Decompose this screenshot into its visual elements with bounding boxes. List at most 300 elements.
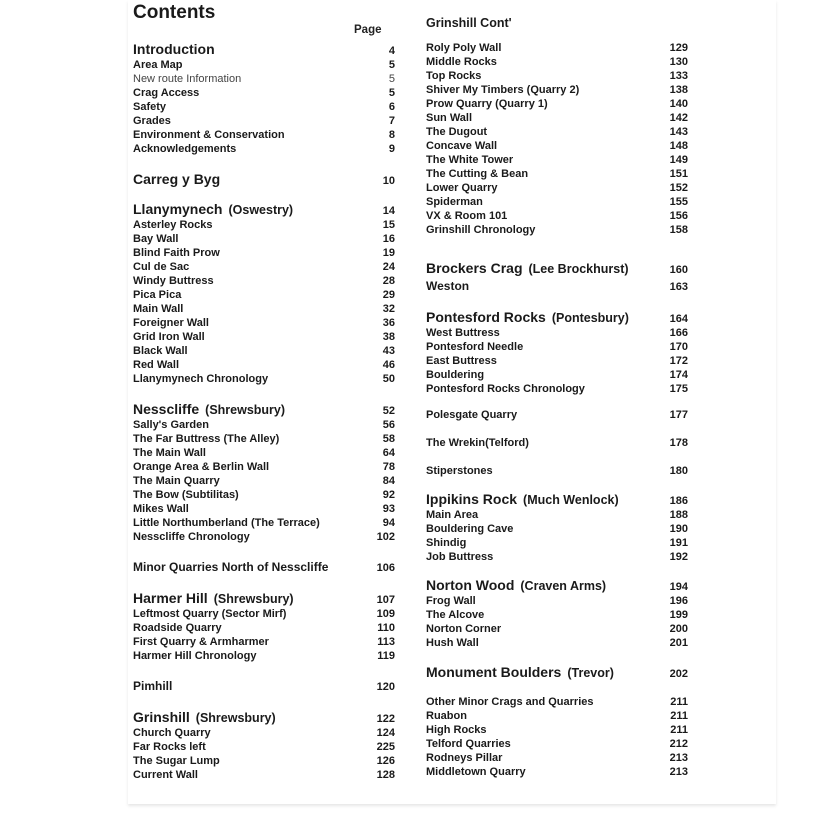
toc-entry[interactable] <box>426 195 688 209</box>
entry-title <box>133 502 189 516</box>
entry-name: Pontesford Rocks Chronology <box>426 383 585 395</box>
section-heading[interactable] <box>426 576 688 594</box>
toc-section <box>426 41 688 237</box>
page-number: 5 <box>388 73 395 85</box>
entry-name: Frog Wall <box>426 595 476 607</box>
entry-name: Mikes Wall <box>133 503 189 515</box>
toc-entry[interactable] <box>133 768 395 782</box>
toc-entry[interactable] <box>426 97 688 111</box>
entry-name: Stiperstones <box>426 465 493 477</box>
section-heading[interactable] <box>133 558 395 576</box>
entry-name: Concave Wall <box>426 140 498 152</box>
entry-name: Shindig <box>426 537 467 549</box>
page-number: 124 <box>376 727 395 739</box>
toc-entry[interactable] <box>133 432 395 446</box>
entry-name: Main Area <box>426 509 479 521</box>
toc-section <box>133 200 395 386</box>
page-number: 196 <box>669 595 688 607</box>
entry-title <box>426 111 472 125</box>
entry-title <box>133 372 268 386</box>
entry-title <box>426 695 593 709</box>
page-number: 122 <box>376 713 395 725</box>
toc-entry[interactable] <box>426 622 688 636</box>
page-number: 175 <box>669 383 688 395</box>
toc-entry[interactable] <box>426 111 688 125</box>
section-title <box>426 259 629 278</box>
entry-name: Hush Wall <box>426 637 479 649</box>
entry-name: The Alcove <box>426 609 485 621</box>
page-number: 102 <box>376 531 395 543</box>
toc-entry[interactable] <box>426 508 688 522</box>
section-heading[interactable] <box>426 408 688 422</box>
toc-entry[interactable] <box>426 368 688 382</box>
toc-entry[interactable] <box>426 326 688 340</box>
entry-name: The Main Quarry <box>133 475 220 487</box>
toc-entry[interactable] <box>133 246 395 260</box>
page-number: 5 <box>388 87 395 99</box>
entry-name: Church Quarry <box>133 727 211 739</box>
entry-title <box>426 636 479 650</box>
toc-entry[interactable] <box>426 536 688 550</box>
toc-entry[interactable] <box>133 607 395 621</box>
entry-name: Norton Wood <box>426 577 515 593</box>
entry-title <box>133 358 179 372</box>
right-column-body <box>426 41 688 779</box>
entry-name: The Sugar Lump <box>133 755 220 767</box>
section-title <box>133 400 285 419</box>
toc-entry[interactable] <box>133 232 395 246</box>
entry-name: Blind Faith Prow <box>133 247 220 259</box>
entry-title <box>133 432 279 446</box>
page-number: 126 <box>376 755 395 767</box>
entry-name: Far Rocks left <box>133 741 206 753</box>
entry-name: Roly Poly Wall <box>426 42 502 54</box>
toc-entry[interactable] <box>426 608 688 622</box>
entry-title <box>133 316 209 330</box>
page-number: 78 <box>382 461 395 473</box>
page-number: 113 <box>377 636 395 648</box>
entry-title <box>133 114 171 128</box>
entry-title <box>426 223 535 237</box>
page-number: 158 <box>669 224 688 236</box>
entry-name: Acknowledgements <box>133 143 237 155</box>
entry-title <box>426 340 523 354</box>
page-number: 133 <box>669 70 688 82</box>
section-heading[interactable] <box>426 308 688 326</box>
entry-name: VX & Room 101 <box>426 210 508 222</box>
page-number: 84 <box>382 475 395 487</box>
toc-entry[interactable] <box>426 139 688 153</box>
toc-section <box>426 695 688 779</box>
toc-entry[interactable] <box>133 621 395 635</box>
entry-title <box>426 608 484 622</box>
entry-name: Pontesford Rocks <box>426 309 546 325</box>
toc-entry[interactable] <box>133 754 395 768</box>
entry-name: Safety <box>133 101 167 113</box>
toc-entry[interactable] <box>133 260 395 274</box>
toc-entry[interactable] <box>133 649 395 663</box>
entry-name: Norton Corner <box>426 623 502 635</box>
entry-title <box>133 218 213 232</box>
toc-entry[interactable] <box>426 340 688 354</box>
entry-name: Top Rocks <box>426 70 482 82</box>
toc-entry[interactable] <box>426 751 688 765</box>
toc-entry[interactable] <box>133 516 395 530</box>
toc-entry[interactable] <box>133 128 395 142</box>
entry-name: Asterley Rocks <box>133 219 213 231</box>
page-number: 156 <box>669 210 688 222</box>
page-number: 107 <box>376 594 395 606</box>
toc-section <box>133 400 395 544</box>
page-number: 24 <box>382 261 395 273</box>
toc-entry[interactable] <box>426 765 688 779</box>
toc-section <box>426 408 688 422</box>
continuation-header: Grinshill Cont' <box>426 16 512 30</box>
page-number: 191 <box>669 537 688 549</box>
entry-title <box>133 516 320 530</box>
page-number: 186 <box>669 495 688 507</box>
toc-section <box>426 464 688 478</box>
section-title <box>133 677 172 695</box>
entry-name: Middletown Quarry <box>426 766 526 778</box>
entry-name: Grid Iron Wall <box>133 331 205 343</box>
entry-name: Bouldering Cave <box>426 523 514 535</box>
toc-entry[interactable] <box>133 344 395 358</box>
toc-entry[interactable] <box>426 723 688 737</box>
page-number: 58 <box>382 433 395 445</box>
toc-entry[interactable] <box>133 446 395 460</box>
section-location: (Craven Arms) <box>520 579 607 593</box>
toc-entry[interactable] <box>133 316 395 330</box>
entry-name: The White Tower <box>426 154 514 166</box>
entry-title <box>133 58 183 72</box>
toc-entry[interactable] <box>133 100 395 114</box>
entry-title <box>133 142 236 156</box>
entry-title <box>426 97 548 111</box>
entry-name: Nesscliffe Chronology <box>133 531 250 543</box>
toc-entry[interactable] <box>133 218 395 232</box>
toc-entry[interactable] <box>426 636 688 650</box>
page-number: 142 <box>669 112 688 124</box>
page-number: 128 <box>376 769 395 781</box>
entry-title <box>133 635 269 649</box>
toc-entry[interactable] <box>133 72 395 86</box>
toc-entry[interactable] <box>426 223 688 237</box>
toc-section <box>133 170 395 188</box>
entry-title <box>426 536 466 550</box>
entry-name: The Dugout <box>426 126 488 138</box>
entry-name: Red Wall <box>133 359 180 371</box>
entry-title <box>426 622 501 636</box>
entry-title <box>133 621 222 635</box>
page-number: 225 <box>376 741 395 753</box>
entry-name: Bay Wall <box>133 233 179 245</box>
toc-section <box>426 490 688 564</box>
entry-title <box>426 508 478 522</box>
page-number: 94 <box>382 517 395 529</box>
toc-entry[interactable] <box>133 302 395 316</box>
page-number: 28 <box>382 275 395 287</box>
section-location: (Shrewsbury) <box>205 403 286 417</box>
entry-name: First Quarry & Armharmer <box>133 636 269 648</box>
page-title: Contents <box>133 2 216 23</box>
toc-entry[interactable] <box>133 274 395 288</box>
toc-section <box>426 576 688 650</box>
toc-entry[interactable] <box>133 530 395 544</box>
toc-entry[interactable] <box>133 502 395 516</box>
page-number: 10 <box>382 175 395 187</box>
entry-title <box>426 55 497 69</box>
section-heading[interactable] <box>426 259 688 277</box>
section-title <box>426 436 529 450</box>
entry-name: Ruabon <box>426 710 467 722</box>
page-number: 164 <box>669 313 688 325</box>
entry-name: Job Buttress <box>426 551 494 563</box>
entry-title <box>133 344 188 358</box>
entry-title <box>133 274 214 288</box>
toc-entry[interactable] <box>133 58 395 72</box>
toc-section <box>133 708 395 782</box>
toc-entry[interactable] <box>426 69 688 83</box>
entry-title <box>426 277 469 295</box>
toc-entry[interactable] <box>133 474 395 488</box>
page-number: 110 <box>377 622 395 634</box>
page-number: 174 <box>669 369 688 381</box>
toc-entry[interactable] <box>133 740 395 754</box>
toc-entry[interactable] <box>426 695 688 709</box>
entry-title <box>133 488 239 502</box>
toc-entry[interactable] <box>426 354 688 368</box>
entry-name: Rodneys Pillar <box>426 752 503 764</box>
toc-entry[interactable] <box>133 372 395 386</box>
section-heading[interactable] <box>133 400 395 418</box>
page-number: 200 <box>669 623 688 635</box>
entry-name: Middle Rocks <box>426 56 497 68</box>
page-number: 211 <box>670 696 688 708</box>
toc-section <box>426 308 688 396</box>
section-heading[interactable] <box>133 170 395 188</box>
entry-name: The Bow (Subtilitas) <box>133 489 239 501</box>
page-number: 52 <box>382 405 395 417</box>
entry-name: Sally's Garden <box>133 419 209 431</box>
entry-title <box>426 326 500 340</box>
section-title <box>133 558 328 576</box>
toc-entry[interactable] <box>133 288 395 302</box>
page-number: 109 <box>376 608 395 620</box>
entry-name: The Far Buttress (The Alley) <box>133 433 280 445</box>
page-column-header: Page <box>354 24 382 36</box>
toc-entry[interactable] <box>426 550 688 564</box>
page-number: 151 <box>669 168 688 180</box>
toc-entry[interactable] <box>133 330 395 344</box>
entry-name: Crag Access <box>133 87 200 99</box>
toc-entry[interactable] <box>426 125 688 139</box>
entry-name: Environment & Conservation <box>133 129 285 141</box>
page-number: 160 <box>669 264 688 276</box>
page-number: 64 <box>382 447 395 459</box>
entry-name: East Buttress <box>426 355 497 367</box>
entry-title <box>133 460 269 474</box>
toc-entry[interactable] <box>426 41 688 55</box>
entry-title <box>133 768 198 782</box>
page-number: 199 <box>669 609 688 621</box>
entry-title <box>426 723 487 737</box>
section-heading[interactable] <box>133 200 395 218</box>
toc-entry[interactable] <box>426 167 688 181</box>
entry-title <box>426 751 502 765</box>
section-location: (Shrewsbury) <box>195 711 276 725</box>
page-number: 213 <box>669 752 688 764</box>
entry-name: Pica Pica <box>133 289 182 301</box>
entry-title <box>133 740 206 754</box>
entry-title <box>426 709 467 723</box>
page-number: 166 <box>669 327 688 339</box>
section-title <box>426 464 493 478</box>
entry-name: Black Wall <box>133 345 188 357</box>
toc-entry[interactable] <box>426 277 688 295</box>
section-heading[interactable] <box>133 708 395 726</box>
toc-entry[interactable] <box>133 86 395 100</box>
page-number: 149 <box>669 154 688 166</box>
toc-entry[interactable] <box>426 83 688 97</box>
entry-title <box>426 125 487 139</box>
section-title <box>133 170 220 188</box>
entry-name: Grinshill <box>133 709 190 725</box>
entry-name: New route Information <box>133 73 242 85</box>
page-number: 201 <box>669 637 688 649</box>
page-number: 93 <box>382 503 395 515</box>
section-title <box>133 200 293 219</box>
page-number: 163 <box>669 281 688 293</box>
toc-entry[interactable] <box>133 726 395 740</box>
entry-name: Spiderman <box>426 196 483 208</box>
toc-entry[interactable] <box>133 460 395 474</box>
page-number: 212 <box>669 738 688 750</box>
page-number: 38 <box>382 331 395 343</box>
section-location: (Oswestry) <box>228 203 294 217</box>
page-number: 119 <box>377 650 395 662</box>
entry-name: Foreigner Wall <box>133 317 209 329</box>
section-heading[interactable] <box>426 464 688 478</box>
page-number: 50 <box>382 373 395 385</box>
entry-name: Pontesford Needle <box>426 341 524 353</box>
entry-title <box>133 128 285 142</box>
section-heading[interactable] <box>133 40 395 58</box>
entry-title <box>426 41 501 55</box>
entry-name: Carreg y Byg <box>133 171 221 187</box>
entry-name: Sun Wall <box>426 112 473 124</box>
entry-title <box>133 330 205 344</box>
page-number: 130 <box>669 56 688 68</box>
entry-title <box>133 607 286 621</box>
toc-entry[interactable] <box>133 142 395 156</box>
toc-entry[interactable] <box>133 358 395 372</box>
page-number: 46 <box>382 359 395 371</box>
entry-name: Pimhill <box>133 679 173 693</box>
page-number: 9 <box>388 143 395 155</box>
page-number: 138 <box>669 84 688 96</box>
entry-title <box>133 72 241 86</box>
left-column <box>133 40 395 782</box>
entry-name: Telford Quarries <box>426 738 511 750</box>
entry-name: Ippikins Rock <box>426 491 518 507</box>
toc-section <box>133 589 395 663</box>
page-number: 29 <box>382 289 395 301</box>
entry-name: The Wrekin <box>426 437 486 449</box>
page-number: 152 <box>669 182 688 194</box>
toc-entry[interactable] <box>426 153 688 167</box>
page-number: 180 <box>669 465 688 477</box>
entry-name: Other Minor Crags and Quarries <box>426 696 594 708</box>
toc-entry[interactable] <box>426 594 688 608</box>
toc-entry[interactable] <box>133 418 395 432</box>
entry-name: Llanymynech <box>133 201 223 217</box>
entry-name: Brockers Crag <box>426 260 523 276</box>
entry-title <box>133 446 206 460</box>
page-number: 15 <box>382 219 395 231</box>
section-location: (Pontesbury) <box>551 311 629 325</box>
page-number: 211 <box>670 710 688 722</box>
entry-title <box>426 594 476 608</box>
toc-entry[interactable] <box>133 488 395 502</box>
toc-entry[interactable] <box>133 114 395 128</box>
page-number: 213 <box>669 766 688 778</box>
section-heading[interactable] <box>133 677 395 695</box>
page-number: 7 <box>388 115 395 127</box>
entry-title <box>133 86 199 100</box>
section-location: (Trevor) <box>567 666 614 680</box>
entry-name: Current Wall <box>133 769 198 781</box>
section-heading[interactable] <box>133 589 395 607</box>
page-number: 211 <box>670 724 688 736</box>
toc-entry[interactable] <box>426 737 688 751</box>
entry-name: Lower Quarry <box>426 182 498 194</box>
entry-title <box>133 246 220 260</box>
entry-title <box>426 181 498 195</box>
toc-entry[interactable] <box>133 635 395 649</box>
page-number: 190 <box>669 523 688 535</box>
entry-title <box>426 209 507 223</box>
toc-entry[interactable] <box>426 382 688 396</box>
toc-section <box>133 558 395 576</box>
section-title <box>133 589 294 608</box>
entry-title <box>426 382 585 396</box>
toc-entry[interactable] <box>426 209 688 223</box>
section-heading[interactable] <box>426 436 688 450</box>
toc-entry[interactable] <box>426 522 688 536</box>
entry-name: Main Wall <box>133 303 184 315</box>
page-number: 192 <box>669 551 688 563</box>
toc-section <box>426 436 688 450</box>
toc-entry[interactable] <box>426 181 688 195</box>
section-location: (Shrewsbury) <box>213 592 294 606</box>
toc-entry[interactable] <box>426 709 688 723</box>
toc-entry[interactable] <box>426 55 688 69</box>
entry-name: Llanymynech Chronology <box>133 373 269 385</box>
page-number: 177 <box>669 409 688 421</box>
section-heading[interactable] <box>426 663 688 681</box>
section-title <box>426 408 517 422</box>
page-number: 143 <box>669 126 688 138</box>
section-heading[interactable] <box>426 490 688 508</box>
entry-name: Weston <box>426 279 470 293</box>
section-location: (Lee Brockhurst) <box>528 262 629 276</box>
entry-title <box>133 232 178 246</box>
page-number: 56 <box>382 419 395 431</box>
page-number: 6 <box>388 101 395 113</box>
page-number: 140 <box>669 98 688 110</box>
entry-name: Monument Boulders <box>426 664 562 680</box>
